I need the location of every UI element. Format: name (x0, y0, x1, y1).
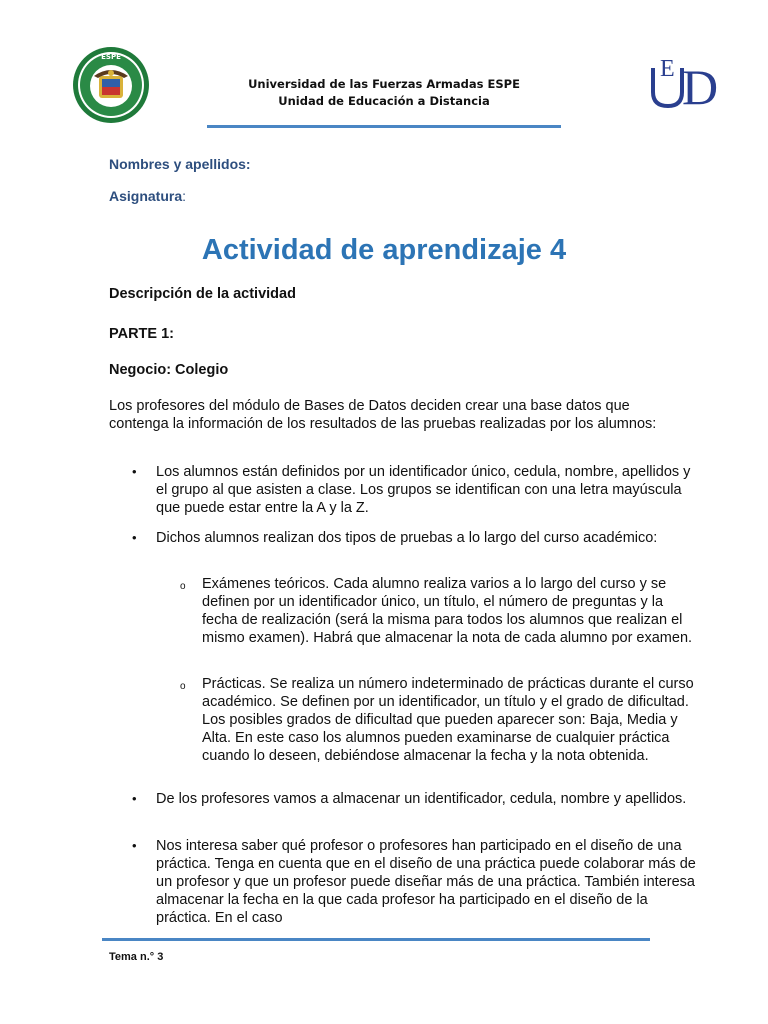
document-title: Actividad de aprendizaje 4 (201, 234, 567, 266)
list-item (132, 837, 696, 927)
list-item-text: Dichos alumnos realizan dos tipos de pruebas a lo largo del curso académico: (156, 530, 658, 546)
business-heading: Negocio: Colegio (109, 362, 229, 378)
sub-bullet-mark: o (180, 581, 186, 592)
bullet-mark: • (132, 791, 137, 806)
field-subject-colon: : (182, 188, 187, 204)
intro-paragraph: Los profesores del módulo de Bases de Datos deciden crear una base datos que contenga la información de los resultados de las pruebas realizadas por los alumnos: (109, 398, 657, 432)
part-heading: PARTE 1: (109, 326, 174, 342)
list-item-text: De los profesores vamos a almacenar un identificador, cedula, nombre y apellidos. (156, 791, 687, 807)
sub-list-item-text: Prácticas. Se realiza un número indeterminado de prácticas durante el curso académico. Se definen por un identificador, un título y el grado de dificultad. Los posibles grados de dificultad que pueden aparecer son: Baja, Media y Alta. En este caso los alumnos pueden examinarse de cualquier práctica cuando lo deseen, debiéndose almacenar la fecha y la nota obtenida. (202, 676, 694, 764)
footer-divider (102, 938, 650, 941)
list-item (132, 529, 696, 547)
sub-bullet-mark: o (180, 681, 186, 692)
sub-list-item-text: Exámenes teóricos. Cada alumno realiza varios a lo largo del curso y se definen por un identificador único, un título, el número de preguntas y la fecha de realización (será la misma para todos los alumnos que realizan el mismo examen). Habrá que almacenar la nota de cada alumno por examen. (202, 576, 693, 646)
bullet-mark: • (132, 838, 137, 853)
list-item-text: Nos interesa saber qué profesor o profesores han participado en el diseño de una práctica. Tenga en cuenta que en el diseño de una práctica puede colaborar más de un profesor y que un profesor puede diseñar más de una práctica. También interesa almacenar la fecha en la que cada profesor ha participado en el diseño de la práctica. En el caso (156, 838, 696, 926)
university-name: Universidad de las Fuerzas Armadas ESPE (248, 77, 520, 91)
footer-topic: Tema n.° 3 (109, 951, 164, 963)
ued-logo (650, 54, 732, 110)
field-names-label: Nombres y apellidos: (109, 156, 251, 172)
sub-list-item (180, 675, 696, 765)
header-divider (207, 125, 561, 128)
field-subject (109, 188, 186, 204)
bullet-mark: • (132, 464, 137, 479)
description-heading: Descripción de la actividad (109, 286, 296, 302)
header-titles (200, 76, 568, 110)
espe-seal-logo (72, 46, 150, 124)
bullet-mark: • (132, 530, 137, 545)
svg-text:D: D (682, 59, 719, 110)
list-item-text: Los alumnos están definidos por un identificador único, cedula, nombre, apellidos y el grupo al que asisten a clase. Los grupos se identifican con una letra mayúscula que puede estar entre la A y la Z. (156, 464, 691, 516)
list-item (132, 463, 696, 517)
sub-list-item (180, 575, 696, 647)
field-subject-label: Asignatura (109, 188, 183, 204)
unit-name: Unidad de Educación a Distancia (278, 94, 490, 108)
list-item (132, 790, 696, 808)
svg-text:E: E (660, 56, 675, 82)
seal-text: ESPE (101, 53, 121, 61)
